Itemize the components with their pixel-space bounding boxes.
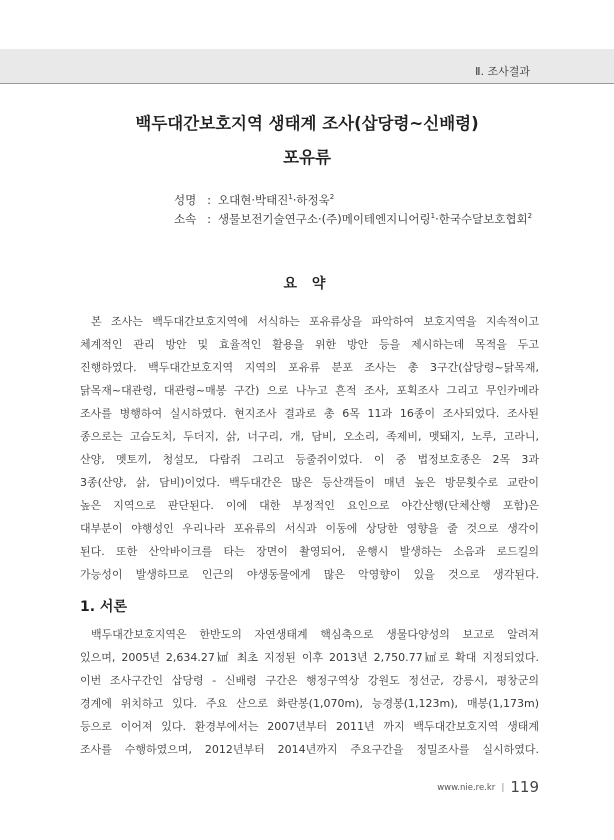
author-name-3: ·하정욱 <box>292 193 330 207</box>
page-footer <box>437 777 539 796</box>
summary-line: 3종(산양, 삵, 담비)이었다. 백두대간은 많은 등산객들이 매년 높은 방문횟수로 교란이 <box>80 476 539 489</box>
summary-line: 가능성이 발생하므로 인근의 야생동물에게 많은 악영향이 있을 것으로 생각된다. <box>80 568 539 581</box>
page-number: 119 <box>510 778 539 796</box>
authors-label: 성명 <box>174 193 197 207</box>
intro-line: 있으며, 2005년 2,634.27㎢ 최초 지정된 이후 2013년 2,750.77㎢로 확대 지정되었다. <box>80 651 539 664</box>
summary-line: 된다. 또한 산악바이크를 타는 장면이 촬영되어, 운행시 발생하는 소음과 로드킬의 <box>80 545 539 558</box>
summary-line: 종으로는 고슴도치, 두더지, 삵, 너구리, 개, 담비, 오소리, 족제비, 멧돼지, 노루, 고라니, <box>80 430 539 443</box>
summary-line: 대부분이 야행성인 우리나라 포유류의 서식과 이동에 상당한 영향을 줄 것으로 생각이 <box>80 522 539 535</box>
summary-heading: 요 약 <box>283 276 331 292</box>
section-heading-introduction: 1. 서론 <box>80 599 127 615</box>
section-label: Ⅱ. 조사결과 <box>475 65 530 78</box>
document-title: 백두대간보호지역 생태계 조사(삽당령~신배령) <box>135 114 479 133</box>
author-affil-mark-1: 1 <box>288 193 293 201</box>
affiliation-label: 소속 <box>174 212 197 226</box>
affiliation-orgs: 생물보전기술연구소·(주)메이테엔지니어링 <box>218 212 431 226</box>
summary-line: 진행하였다. 백두대간보호지역 지역의 포유류 분포 조사는 총 3구간(삽당령~닭목재, <box>80 361 539 374</box>
affiliation-colon: : <box>207 212 211 226</box>
intro-line: 조사를 수행하였으며, 2012년부터 2014년까지 주요구간을 정밀조사를 실시하였다. <box>80 743 539 756</box>
author-affil-mark-2: 2 <box>329 193 335 201</box>
affiliation-org-3: ·한국수달보호협회 <box>435 212 528 226</box>
affiliation-mark-1: 1 <box>430 212 436 220</box>
header-divider <box>0 83 614 84</box>
author-names: 오대현·박태진 <box>218 193 289 207</box>
authors-colon: : <box>207 193 211 207</box>
summary-line: 본 조사는 백두대간보호지역에 서식하는 포유류상을 파악하여 보호지역을 지속적이고 <box>91 315 539 328</box>
summary-line: 조사를 병행하여 실시하였다. 현지조사 결과로 총 6목 11과 16종이 조사되었다. 조사된 <box>80 407 539 420</box>
footer-separator: | <box>501 783 505 793</box>
document-subtitle: 포유류 <box>283 148 331 167</box>
affiliation-row <box>174 211 532 227</box>
authors-row <box>174 192 334 208</box>
summary-line: 체계적인 관리 방안 및 효율적인 활용을 위한 방안 등을 제시하는데 목적을 두고 <box>80 338 539 351</box>
intro-line: 이번 조사구간인 삽당령 - 신배령 구간은 행정구역상 강원도 정선군, 강릉시, 평창군의 <box>80 674 539 687</box>
intro-line: 백두대간보호지역은 한반도의 자연생태계 핵심축으로 생물다양성의 보고로 알려져 <box>91 628 539 641</box>
affiliation-mark-2: 2 <box>527 212 533 220</box>
intro-line: 등으로 이어져 있다. 환경부에서는 2007년부터 2011년 까지 백두대간보호지역 생태계 <box>80 720 539 733</box>
footer-url[interactable]: www.nie.re.kr <box>437 783 496 793</box>
summary-line: 높은 지역으로 판단된다. 이에 대한 부정적인 요인으로 야간산행(단체산행 포함)은 <box>80 499 539 512</box>
introduction-paragraph <box>80 623 539 761</box>
summary-paragraph <box>80 310 539 586</box>
summary-line: 산양, 멧토끼, 청설모, 다람쥐 그리고 등줄쥐이었다. 이 중 법정보호종은 2목 3과 <box>80 453 539 466</box>
intro-line: 경계에 위치하고 있다. 주요 산으로 화란봉(1,070m), 능경봉(1,123m), 매봉(1,173m) <box>80 697 539 710</box>
summary-line: 닭목재~대관령, 대관령~매봉 구간) 으로 나누고 흔적 조사, 포획조사 그리고 무인카메라 <box>80 384 539 397</box>
